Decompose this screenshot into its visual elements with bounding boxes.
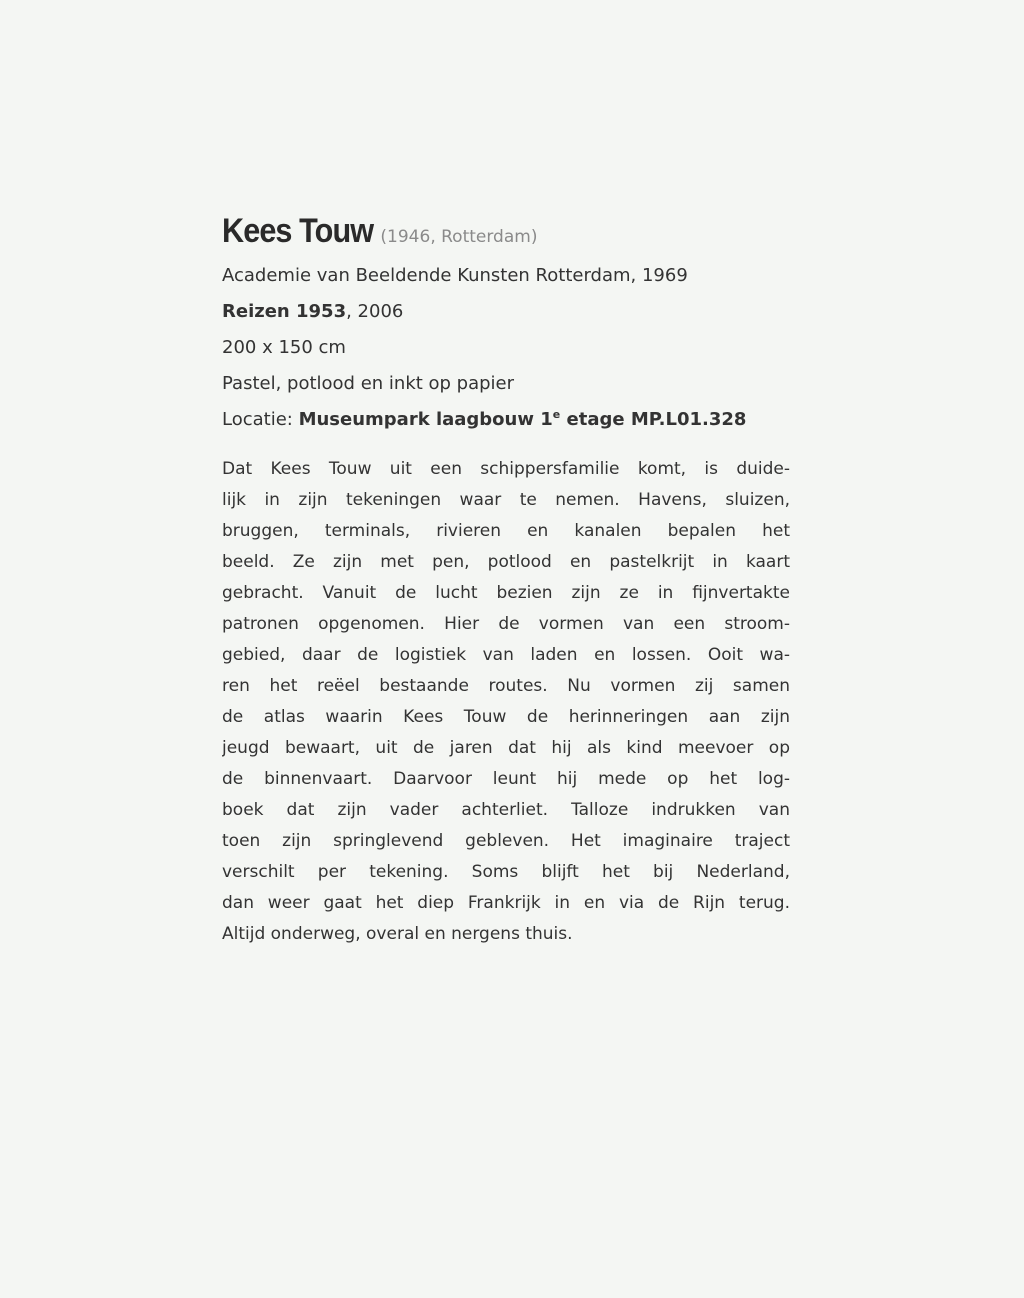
description-line: verschilt per tekening. Soms blijft het bij Nederland,	[222, 862, 790, 882]
work-dimensions: 200 x 150 cm	[222, 337, 346, 358]
education-line: Academie van Beeldende Kunsten Rotterdam, 1969	[222, 265, 688, 286]
description-line: gebied, daar de logistiek van laden en lossen. Ooit wa-	[222, 645, 790, 665]
location-code: etage MP.L01.328	[560, 409, 747, 430]
description-line: ren het reëel bestaande routes. Nu vormen zij samen	[222, 676, 790, 696]
description-line: Dat Kees Touw uit een schippersfamilie komt, is duide-	[222, 459, 790, 479]
location-line	[222, 402, 794, 438]
description-line: dan weer gaat het diep Frankrijk in en via de Rijn terug.	[222, 893, 790, 913]
description-line: de binnenvaart. Daarvoor leunt hij mede op het log-	[222, 769, 790, 789]
location-label: Locatie:	[222, 409, 299, 430]
description-line: boek dat zijn vader achterliet. Talloze indrukken van	[222, 800, 790, 820]
description-text	[222, 454, 790, 950]
description-line: patronen opgenomen. Hier de vormen van een stroom-	[222, 614, 790, 634]
description-line: lijk in zijn tekeningen waar te nemen. Havens, sluizen,	[222, 490, 790, 510]
artist-name: Kees Touw	[222, 212, 374, 250]
work-year: , 2006	[346, 301, 404, 322]
description-line: beeld. Ze zijn met pen, potlood en pastelkrijt in kaart	[222, 552, 790, 572]
description-line: toen zijn springlevend gebleven. Het imaginaire traject	[222, 831, 790, 851]
description-line: Altijd onderweg, overal en nergens thuis.	[222, 924, 573, 944]
artist-heading	[222, 212, 794, 258]
work-title-line	[222, 294, 794, 330]
work-title: Reizen 1953	[222, 301, 347, 322]
description-line: bruggen, terminals, rivieren en kanalen bepalen het	[222, 521, 790, 541]
artwork-label	[222, 212, 794, 950]
description-line: de atlas waarin Kees Touw de herinneringen aan zijn	[222, 707, 790, 727]
location-floor-suffix: e	[552, 408, 561, 421]
location-place: Museumpark laagbouw 1	[298, 409, 553, 430]
description-line: jeugd bewaart, uit de jaren dat hij als kind meevoer op	[222, 738, 790, 758]
work-medium: Pastel, potlood en inkt op papier	[222, 373, 515, 394]
artist-life: (1946, Rotterdam)	[380, 227, 538, 247]
description-line: gebracht. Vanuit de lucht bezien zijn ze in fijnvertakte	[222, 583, 790, 603]
